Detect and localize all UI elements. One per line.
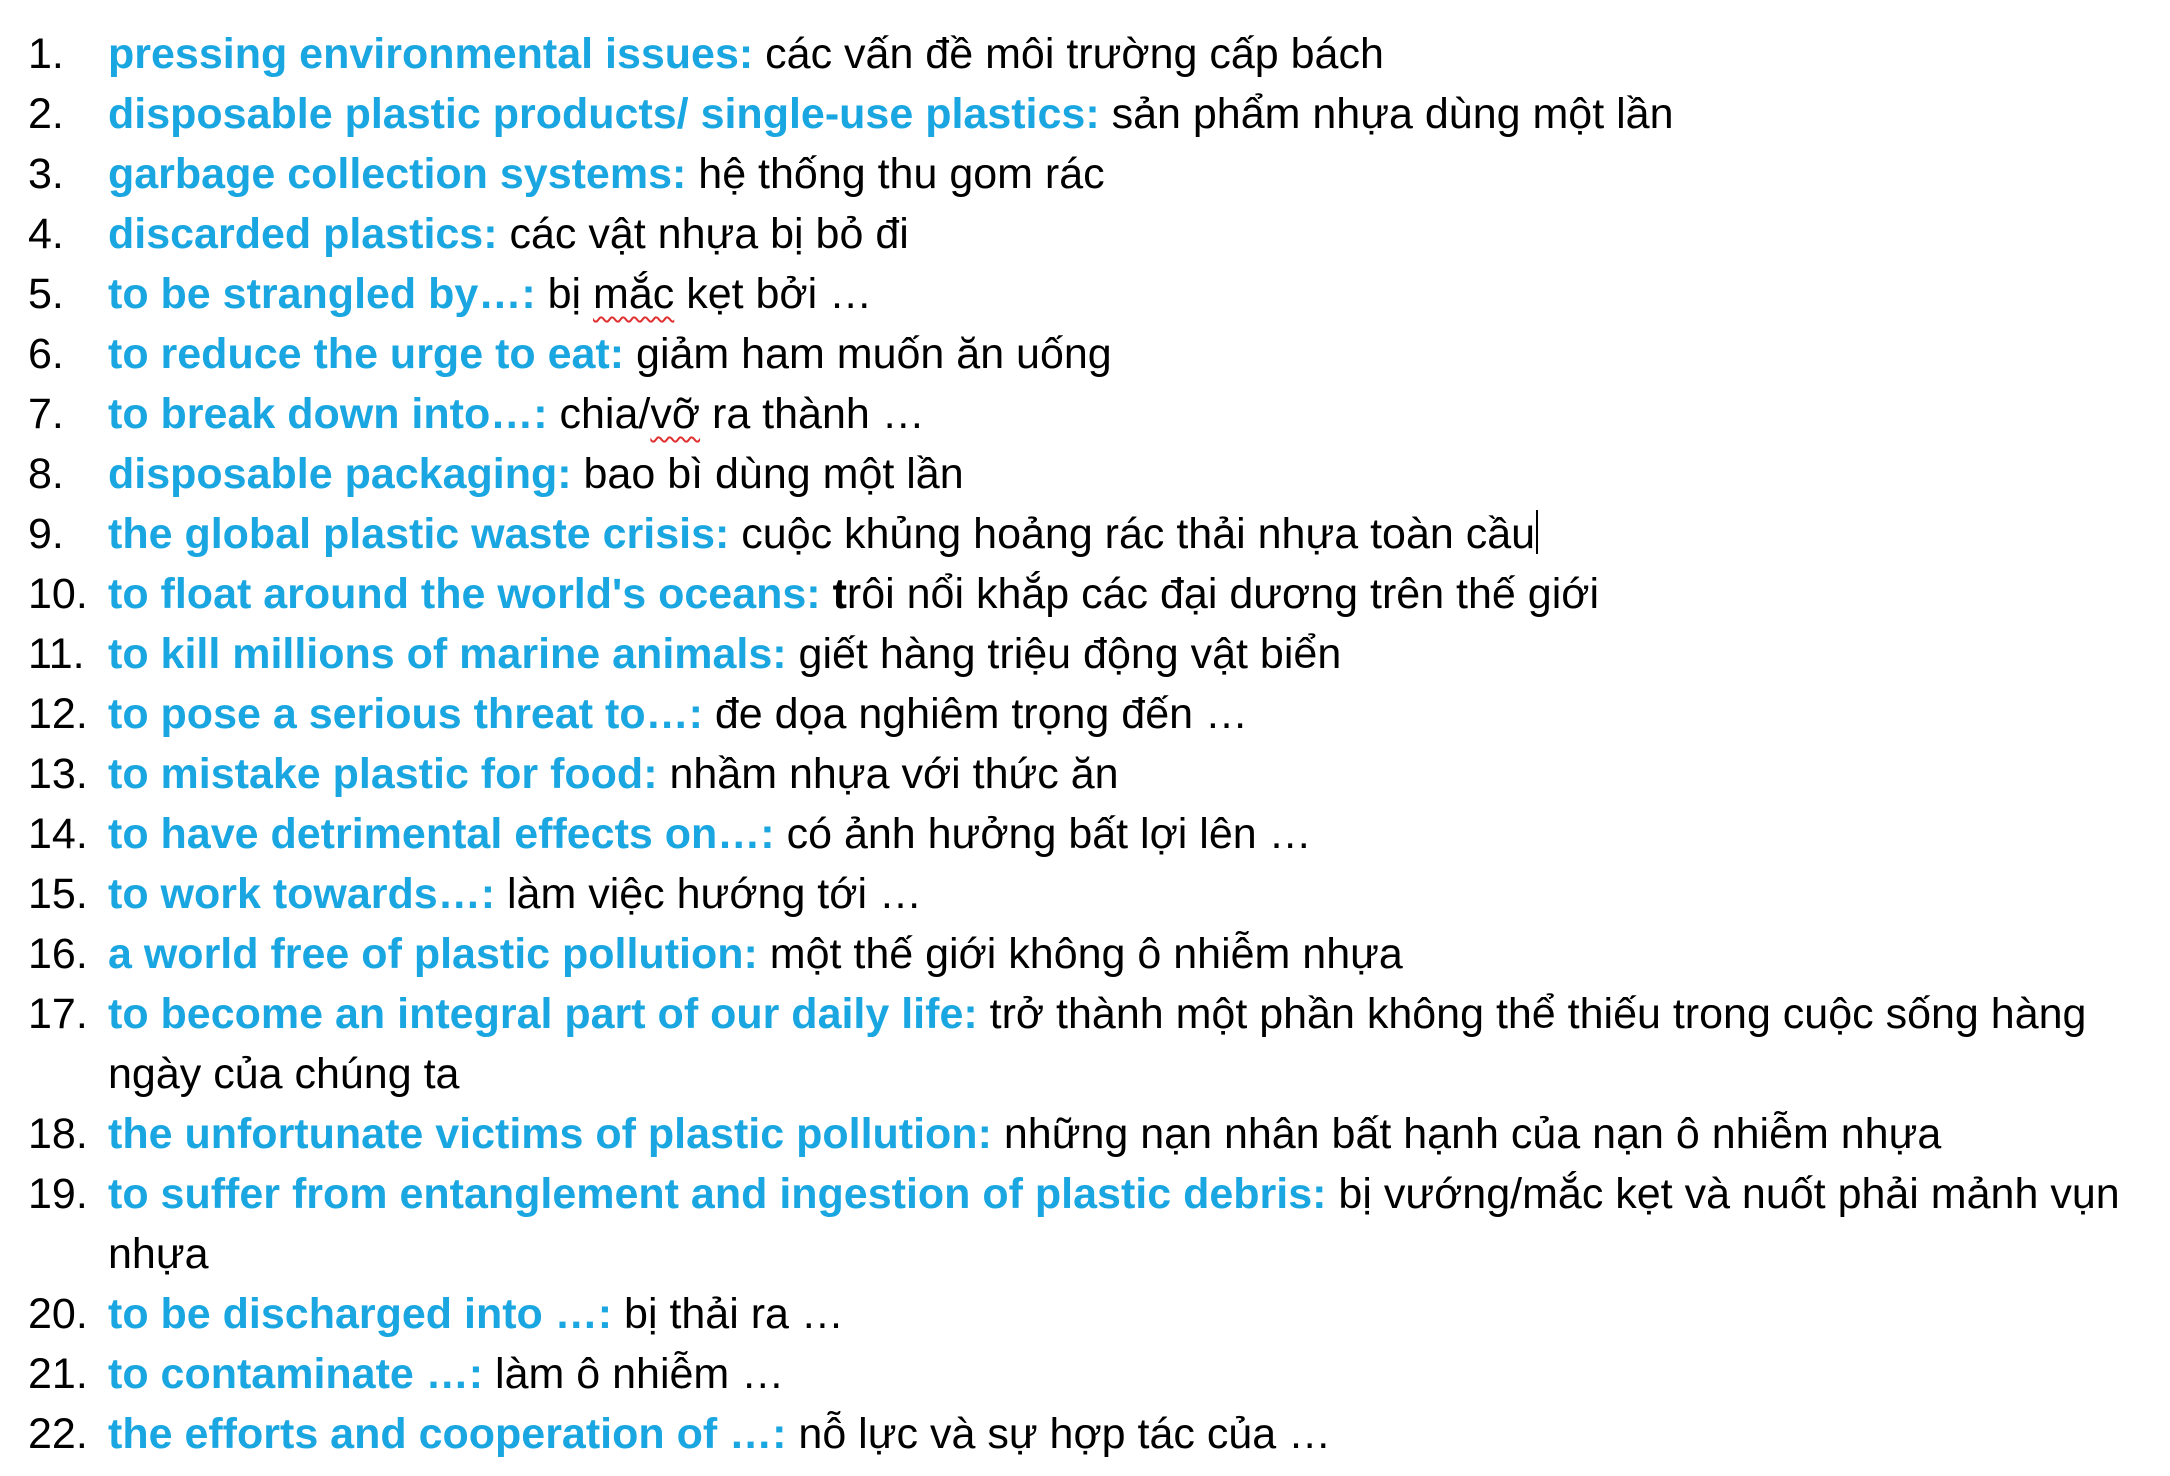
text-cursor	[1536, 510, 1538, 554]
meaning: nhầm nhựa với thức ăn	[669, 750, 1119, 798]
item-body	[108, 1164, 2138, 1284]
list-item	[28, 204, 2138, 264]
item-body	[108, 24, 2138, 84]
list-item	[28, 984, 2138, 1104]
item-number: 12.	[28, 690, 88, 738]
meaning-text: chia/	[559, 390, 651, 438]
term: to suffer from entanglement and ingestion of plastic debris:	[108, 1170, 1327, 1218]
list-item	[28, 1344, 2138, 1404]
spellcheck-flagged-word[interactable]: vỡ	[650, 390, 701, 438]
meaning: hệ thống thu gom rác	[698, 150, 1105, 198]
item-body	[108, 84, 2138, 144]
meaning: một thế giới không ô nhiễm nhựa	[769, 930, 1403, 978]
meaning: đe dọa nghiêm trọng đến …	[714, 690, 1248, 738]
item-number: 4.	[28, 210, 64, 258]
item-body	[108, 144, 2138, 204]
item-body	[108, 564, 2138, 624]
item-number: 19.	[28, 1170, 88, 1218]
list-item	[28, 804, 2138, 864]
meaning	[548, 270, 873, 318]
item-number: 3.	[28, 150, 64, 198]
item-number: 16.	[28, 930, 88, 978]
item-body	[108, 924, 2138, 984]
list-item	[28, 1104, 2138, 1164]
item-number: 5.	[28, 270, 64, 318]
term: to break down into…:	[108, 390, 548, 438]
item-number: 22.	[28, 1410, 88, 1458]
list-item	[28, 504, 2138, 564]
list-item	[28, 264, 2138, 324]
list-item	[28, 684, 2138, 744]
term: pressing environmental issues:	[108, 30, 754, 78]
list-item	[28, 1164, 2138, 1284]
spellcheck-flagged-word[interactable]: mắc	[593, 270, 675, 318]
term: a world free of plastic pollution:	[108, 930, 758, 978]
term: disposable packaging:	[108, 450, 572, 498]
item-number: 7.	[28, 390, 64, 438]
meaning: cuộc khủng hoảng rác thải nhựa toàn cầu	[741, 510, 1536, 558]
meaning: các vấn đề môi trường cấp bách	[765, 30, 1384, 78]
item-body	[108, 324, 2138, 384]
term: the global plastic waste crisis:	[108, 510, 730, 558]
term: to become an integral part of our daily life:	[108, 990, 978, 1038]
meaning: trở thành một phần không thể thiếu trong cuộc sống hàng ngày của chúng ta	[108, 990, 2087, 1098]
meaning: các vật nhựa bị bỏ đi	[509, 210, 909, 258]
term: garbage collection systems:	[108, 150, 687, 198]
item-body	[108, 744, 2138, 804]
meaning: bao bì dùng một lần	[583, 450, 964, 498]
item-number: 20.	[28, 1290, 88, 1338]
list-item	[28, 144, 2138, 204]
meaning: bị vướng/mắc kẹt và nuốt phải mảnh vụn nhựa	[108, 1170, 2120, 1278]
meaning-text: rôi nổi khắp các đại dương trên thế giới	[846, 570, 1599, 618]
item-body	[108, 204, 2138, 264]
term: to float around the world's oceans:	[108, 570, 821, 618]
list-item	[28, 924, 2138, 984]
meaning: làm ô nhiễm …	[495, 1350, 785, 1398]
item-body	[108, 384, 2138, 444]
meaning	[560, 390, 925, 438]
item-body	[108, 1404, 2138, 1464]
meaning: bị thải ra …	[624, 1290, 844, 1338]
meaning	[833, 570, 1599, 618]
item-number: 13.	[28, 750, 88, 798]
item-body	[108, 624, 2138, 684]
list-item	[28, 384, 2138, 444]
meaning: có ảnh hưởng bất lợi lên …	[786, 810, 1312, 858]
meaning: làm việc hướng tới …	[506, 870, 922, 918]
item-number: 18.	[28, 1110, 88, 1158]
term: to be strangled by…:	[108, 270, 536, 318]
list-item	[28, 84, 2138, 144]
item-number: 1.	[28, 30, 64, 78]
meaning-text: bị	[547, 270, 594, 318]
meaning: giảm ham muốn ăn uống	[636, 330, 1112, 378]
list-item	[28, 564, 2138, 624]
item-number: 15.	[28, 870, 88, 918]
item-body	[108, 444, 2138, 504]
meaning: nỗ lực và sự hợp tác của …	[798, 1410, 1332, 1458]
term: to mistake plastic for food:	[108, 750, 658, 798]
item-number: 9.	[28, 510, 64, 558]
list-item	[28, 864, 2138, 924]
meaning-bold-letter: t	[832, 570, 847, 618]
item-number: 21.	[28, 1350, 88, 1398]
meaning: giết hàng triệu động vật biển	[798, 630, 1342, 678]
meaning-text: ra thành …	[700, 390, 925, 438]
item-body	[108, 264, 2138, 324]
item-body	[108, 1104, 2138, 1164]
term: to kill millions of marine animals:	[108, 630, 787, 678]
item-body	[108, 684, 2138, 744]
item-body	[108, 804, 2138, 864]
term: to have detrimental effects on…:	[108, 810, 775, 858]
term: the unfortunate victims of plastic pollution:	[108, 1110, 992, 1158]
term: to be discharged into …:	[108, 1290, 613, 1338]
vocabulary-list	[28, 24, 2138, 1464]
term: to pose a serious threat to…:	[108, 690, 703, 738]
item-number: 6.	[28, 330, 64, 378]
term: to contaminate …:	[108, 1350, 484, 1398]
item-body	[108, 1284, 2138, 1344]
item-number: 17.	[28, 990, 88, 1038]
term: disposable plastic products/ single-use plastics:	[108, 90, 1100, 138]
item-body	[108, 984, 2138, 1104]
list-item	[28, 1284, 2138, 1344]
meaning: những nạn nhân bất hạnh của nạn ô nhiễm nhựa	[1003, 1110, 1942, 1158]
term: discarded plastics:	[108, 210, 498, 258]
meaning: sản phẩm nhựa dùng một lần	[1111, 90, 1674, 138]
item-body	[108, 1344, 2138, 1404]
list-item	[28, 24, 2138, 84]
item-body[interactable]	[108, 504, 2138, 564]
meaning-text: kẹt bởi …	[674, 270, 873, 318]
list-item	[28, 624, 2138, 684]
item-number: 8.	[28, 450, 64, 498]
term: the efforts and cooperation of …:	[108, 1410, 787, 1458]
term: to work towards…:	[108, 870, 496, 918]
item-number: 10.	[28, 570, 88, 618]
list-item	[28, 744, 2138, 804]
list-item	[28, 1404, 2138, 1464]
item-number: 11.	[28, 630, 85, 678]
item-body	[108, 864, 2138, 924]
term: to reduce the urge to eat:	[108, 330, 625, 378]
item-number: 14.	[28, 810, 88, 858]
list-item	[28, 444, 2138, 504]
list-item	[28, 324, 2138, 384]
item-number: 2.	[28, 90, 64, 138]
